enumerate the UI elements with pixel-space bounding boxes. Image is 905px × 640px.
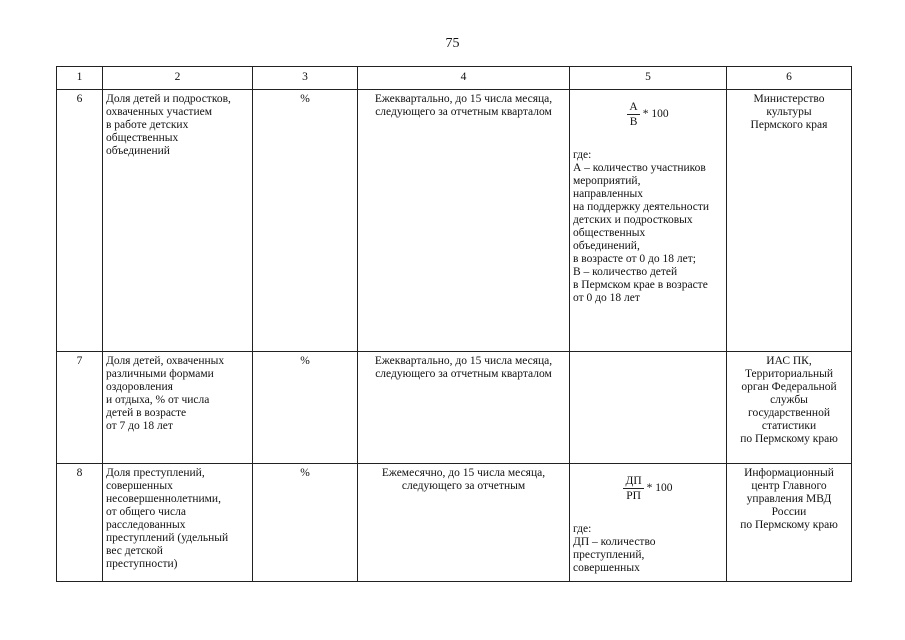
source-cell: ИАС ПК, Территориальный орган Федеральной службы государственной статистики по Пермскому краю — [727, 352, 852, 464]
formula-explanation: ДП – количество преступлений, совершенных — [573, 536, 656, 574]
table-row — [57, 464, 852, 582]
fraction-denominator: РП — [626, 489, 641, 502]
indicator-name: Доля преступлений, совершенных несовершеннолетними, от общего числа расследованных преступлений (удельный вес детской преступности) — [103, 464, 253, 582]
table-row — [57, 352, 852, 464]
row-number: 6 — [57, 90, 103, 352]
page-number: 75 — [445, 36, 460, 51]
source-cell: Министерство культуры Пермского края — [727, 90, 852, 352]
indicators-table — [56, 66, 852, 582]
formula-where: где: — [573, 149, 592, 161]
formula — [573, 97, 723, 131]
header-cell: 4 — [358, 67, 570, 90]
table-row — [57, 90, 852, 352]
period-cell: Ежеквартально, до 15 числа месяца, следующего за отчетным кварталом — [358, 352, 570, 464]
period-cell: Ежеквартально, до 15 числа месяца, следующего за отчетным кварталом — [358, 90, 570, 352]
source-cell: Информационный центр Главного управления МВД России по Пермскому краю — [727, 464, 852, 582]
formula-cell — [570, 352, 727, 464]
unit-cell: % — [253, 90, 358, 352]
header-cell: 3 — [253, 67, 358, 90]
fraction-denominator: В — [629, 115, 638, 128]
header-cell: 5 — [570, 67, 727, 90]
row-number: 8 — [57, 464, 103, 582]
indicator-name: Доля детей и подростков, охваченных участием в работе детских общественных объединений — [103, 90, 253, 352]
fraction — [623, 474, 643, 503]
formula-multiplier: * 100 — [646, 481, 673, 494]
formula-multiplier: * 100 — [642, 107, 669, 120]
table-header-row — [57, 67, 852, 90]
period-cell: Ежемесячно, до 15 числа месяца, следующего за отчетным — [358, 464, 570, 582]
unit-cell: % — [253, 464, 358, 582]
row-number: 7 — [57, 352, 103, 464]
indicator-name: Доля детей, охваченных различными формами оздоровления и отдыха, % от числа детей в возрасте от 7 до 18 лет — [103, 352, 253, 464]
formula-where: где: — [573, 523, 592, 535]
fraction-numerator: ДП — [625, 474, 642, 487]
formula — [573, 471, 723, 505]
formula-cell — [570, 90, 727, 352]
formula-explanation: А – количество участников мероприятий, направленных на поддержку деятельности детских и подростковых общественных объединений, в возрасте от 0 до 18 лет; В – количество детей в Пермском крае в возрасте от 0 до 18 лет — [573, 162, 710, 304]
fraction — [627, 100, 639, 129]
fraction-numerator: А — [629, 100, 638, 113]
header-cell: 2 — [103, 67, 253, 90]
header-cell: 6 — [727, 67, 852, 90]
formula-cell — [570, 464, 727, 582]
header-cell: 1 — [57, 67, 103, 90]
unit-cell: % — [253, 352, 358, 464]
